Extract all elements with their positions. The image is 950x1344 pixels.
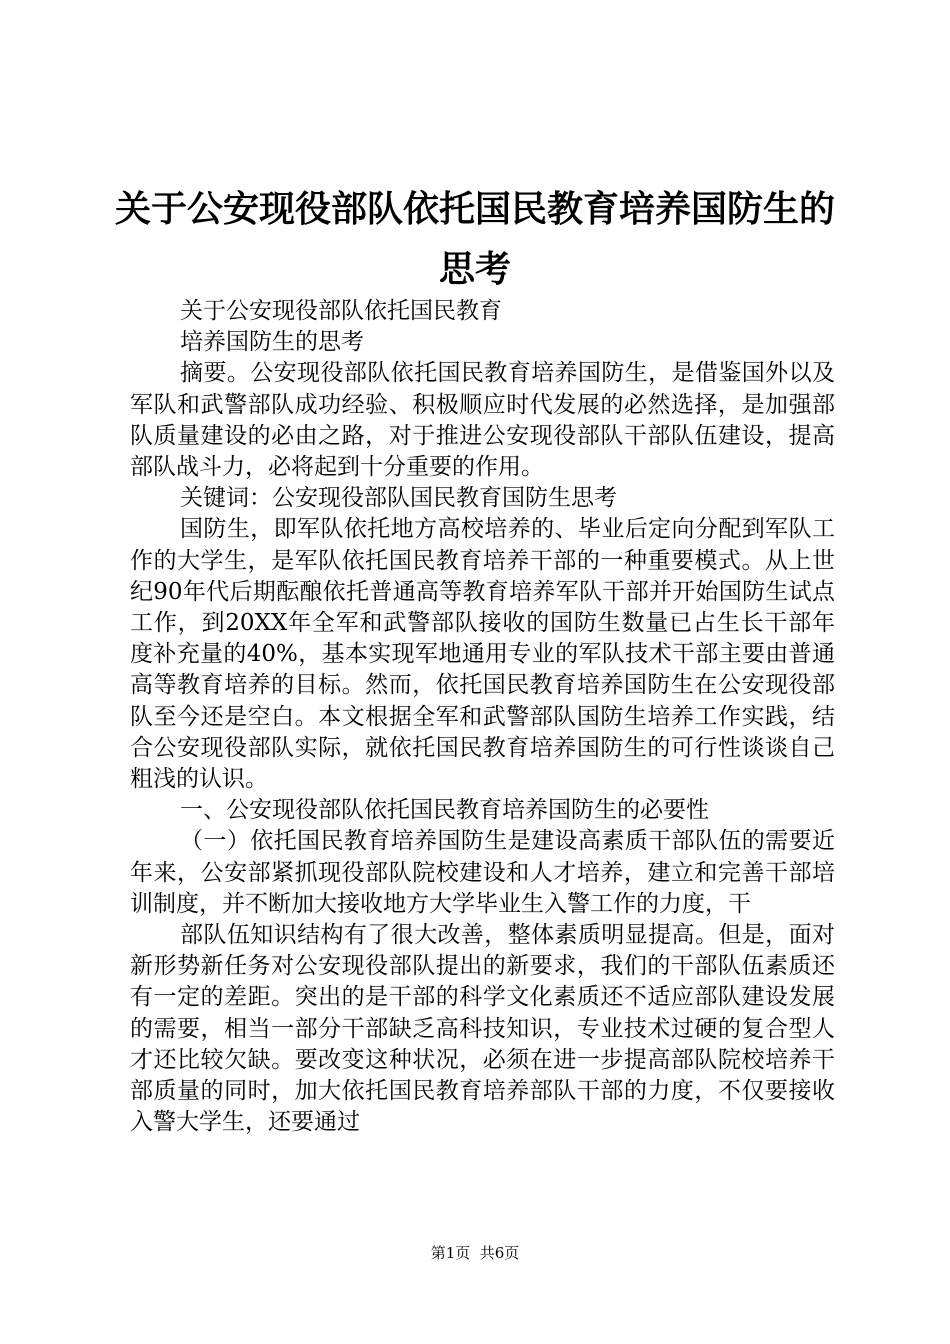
body-paragraph: 部队伍知识结构有了很大改善，整体素质明显提高。但是，面对新形势新任务对公安现役部队提出的新要求，我们的干部队伍素质还有一定的差距。突出的是干部的科学文化素质还不适应部队建设发展的需要，相当一部分干部缺乏高科技知识，专业技术过硬的复合型人才还比较欠缺。要改变这种状况，必须在进一步提高部队院校培养干部质量的同时，加大依托国民教育培养部队干部的力度，不仅要接收入警大学生，还要通过	[130, 922, 835, 1136]
section-heading: 一、公安现役部队依托国民教育培养国防生的必要性	[180, 797, 709, 824]
keywords-line: 关键词：公安现役部队国民教育国防生思考	[180, 485, 617, 512]
abstract-paragraph: 摘要。公安现役部队依托国民教育培养国防生，是借鉴国外以及军队和武警部队成功经验、积极顺应时代发展的必然选择，是加强部队质量建设的必由之路，对于推进公安现役部队干部队伍建设，提高部队战斗力，必将起到十分重要的作用。	[130, 360, 835, 481]
subtitle-line-2: 培养国防生的思考	[180, 329, 364, 356]
document-title-line-1: 关于公安现役部队依托国民教育培养国防生的	[114, 189, 835, 230]
page-footer: 第1页 共6页	[430, 1244, 520, 1262]
document-title-line-2: 思考	[438, 249, 511, 290]
body-paragraph: 国防生，即军队依托地方高校培养的、毕业后定向分配到军队工作的大学生，是军队依托国民教育培养干部的一种重要模式。从上世纪90年代后期酝酿依托普通高等教育培养军队干部并开始国防生试点工作，到20XX年全军和武警部队接收的国防生数量已占生长干部年度补充量的40%，基本实现军地通用专业的军队技术干部主要由普通高等教育培养的目标。然而，依托国民教育培养国防生在公安现役部队至今还是空白。本文根据全军和武警部队国防生培养工作实践，结合公安现役部队实际，就依托国民教育培养国防生的可行性谈谈自己粗浅的认识。	[130, 516, 835, 793]
subtitle-line-1: 关于公安现役部队依托国民教育	[180, 298, 502, 324]
subsection-paragraph: （一）依托国民教育培养国防生是建设高素质干部队伍的需要近年来，公安部紧抓现役部队院校建设和人才培养，建立和完善干部培训制度，并不断加大接收地方大学毕业生入警工作的力度，干	[130, 828, 835, 917]
document-body	[130, 296, 835, 1138]
